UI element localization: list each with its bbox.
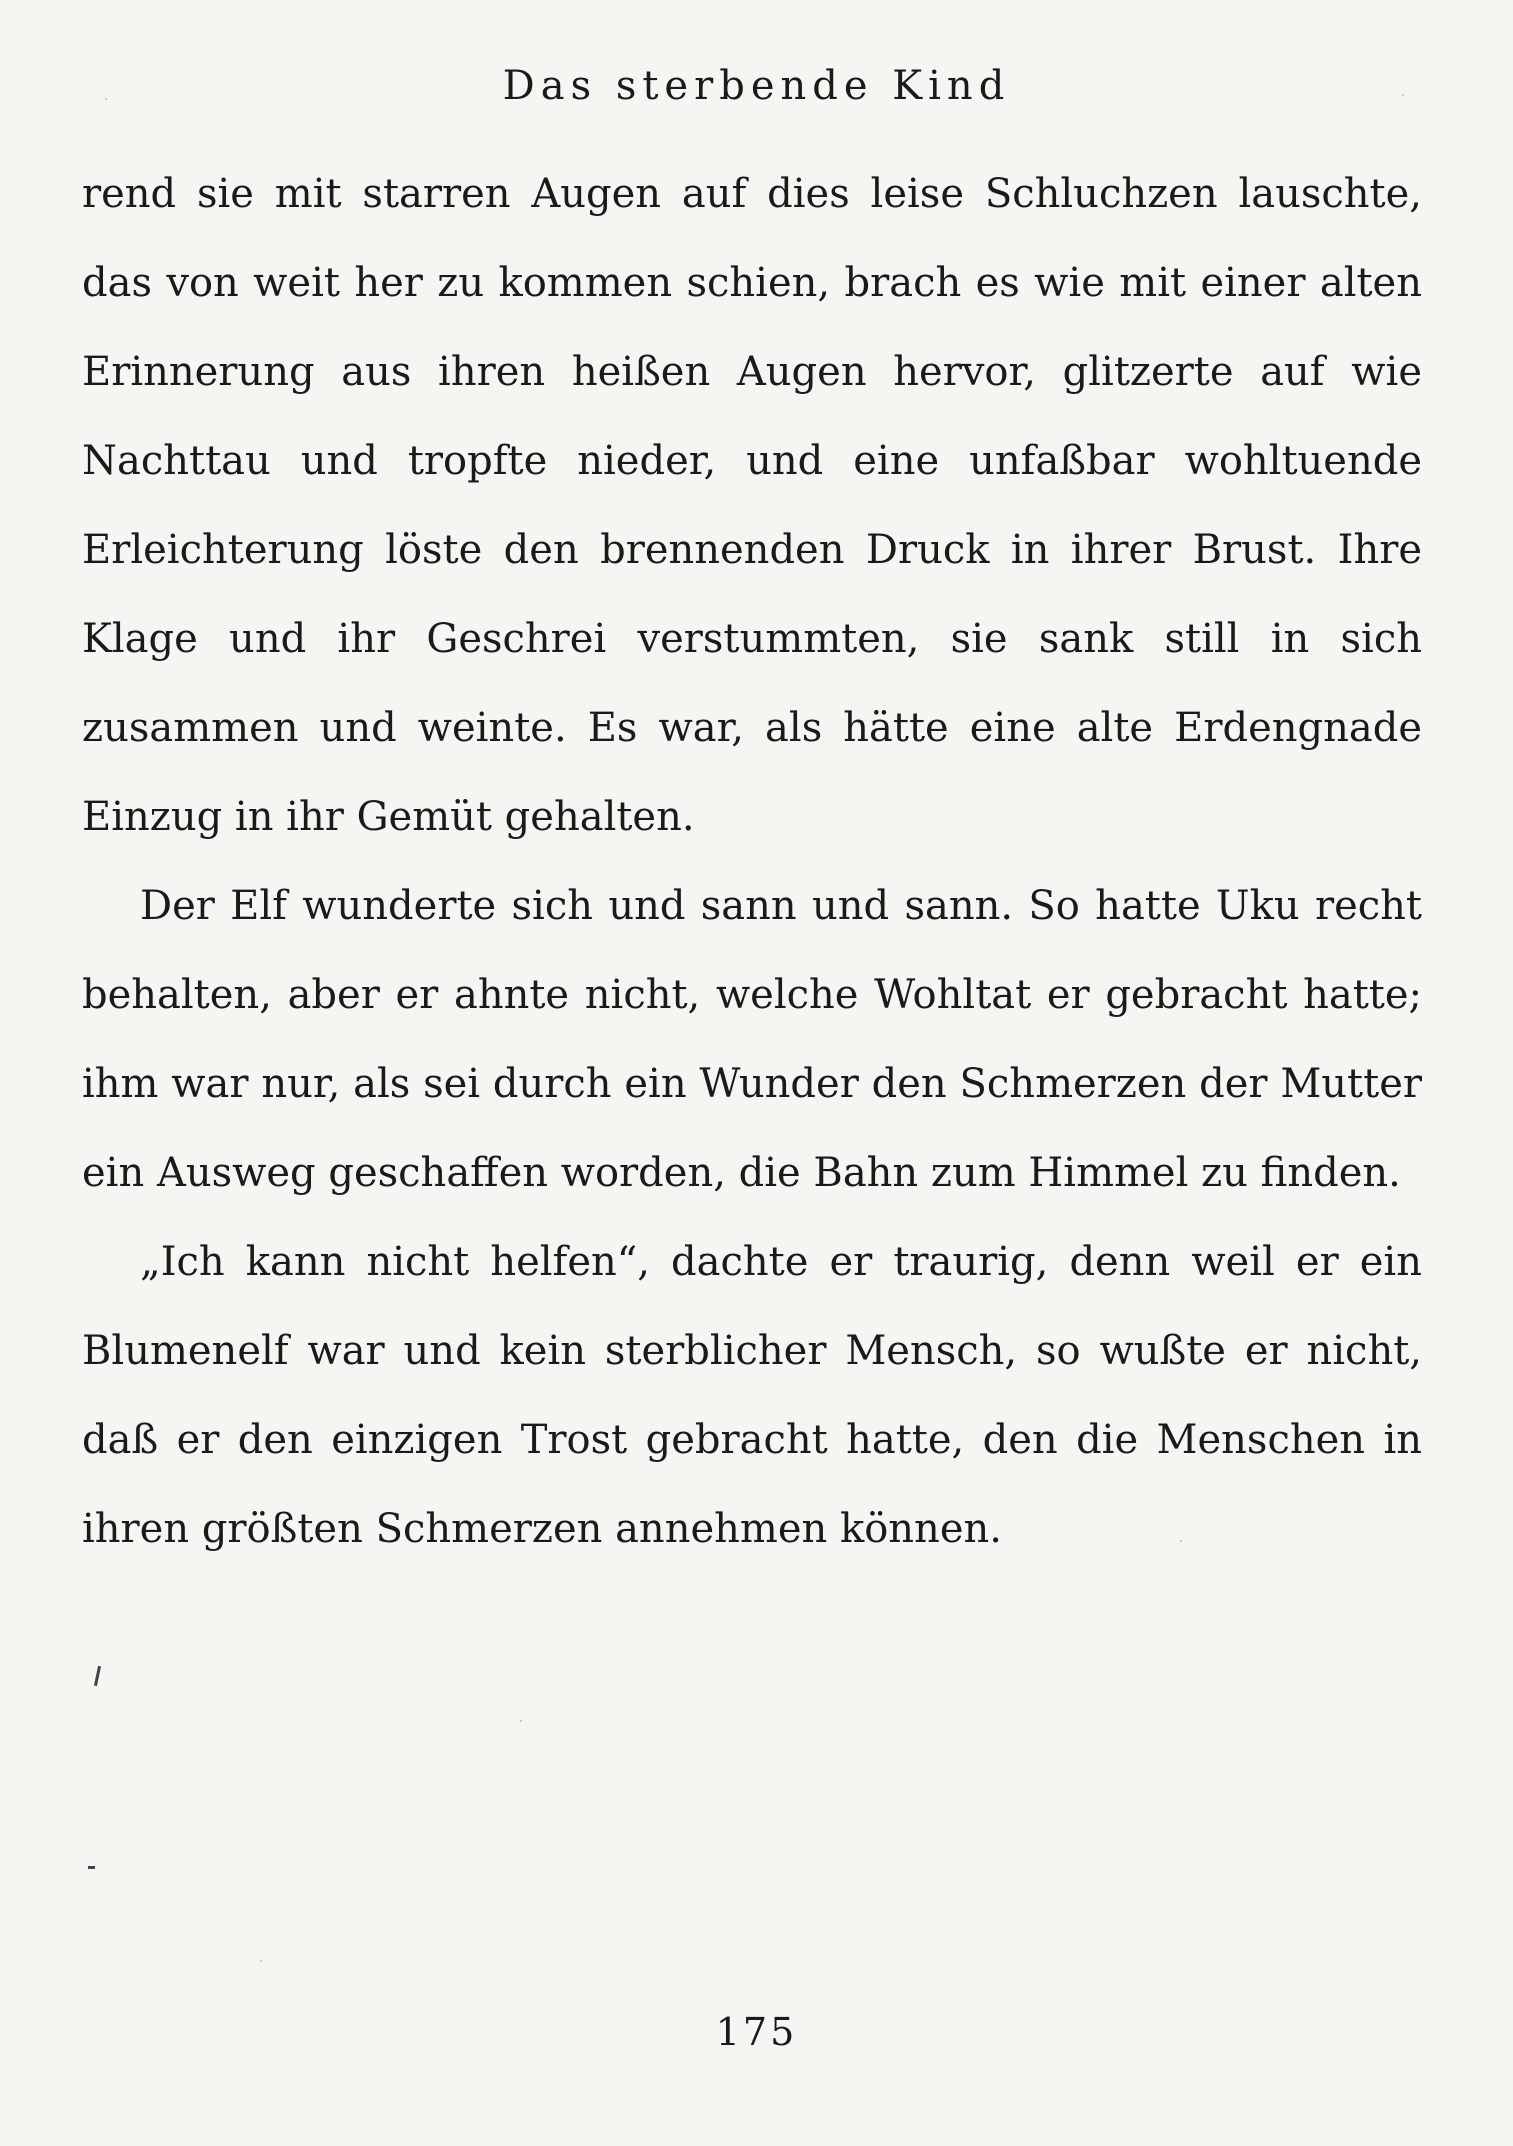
paragraph-3: „Ich kann nicht helfen“, dachte er traurig, denn weil er ein Blumenelf war und kein sterblicher Mensch, so wußte er nicht, daß er den einzigen Trost gebracht hatte, den die Menschen in ihren größten Schmerzen annehmen können.	[82, 1239, 1422, 1552]
paragraph-1: rend sie mit starren Augen auf dies leise Schluchzen lauschte, das von weit her zu kommen schien, brach es wie mit einer alten Erinnerung aus ihren heißen Augen hervor, glitzerte auf wie Nachttau und tropfte nieder, und eine unfaßbar wohltuende Erleichterung löste den brennenden Druck in ihrer Brust. Ihre Klage und ihr Geschrei verstummten, sie sank still in sich zusammen und weinte. Es war, als hätte eine alte Erdengnade Einzug in ihr Gemüt gehalten.	[82, 171, 1422, 840]
paper-speck	[1180, 1540, 1182, 1542]
running-title: Das sterbende Kind	[502, 63, 1011, 109]
paper-speck	[520, 1720, 522, 1722]
stray-mark	[88, 1866, 95, 1869]
paragraph-2: Der Elf wunderte sich und sann und sann. So hatte Uku recht behalten, aber er ahnte nicht, welche Wohltat er gebracht hatte; ihm war nur, als sei durch ein Wunder den Schmerzen der Mutter ein Ausweg geschaffen worden, die Bahn zum Himmel zu finden.	[82, 883, 1422, 1196]
stray-mark	[94, 1666, 101, 1686]
body-text	[82, 150, 1422, 1574]
paper-speck	[260, 1960, 262, 1962]
page-number: 175	[715, 2010, 798, 2054]
paper-speck	[105, 98, 107, 100]
paper-speck	[1402, 94, 1404, 96]
